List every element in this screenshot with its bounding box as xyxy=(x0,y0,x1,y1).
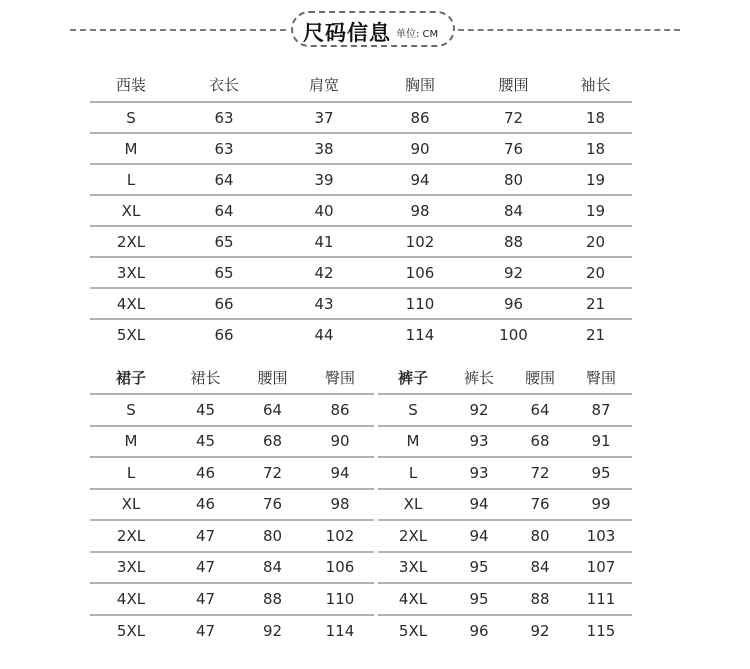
measurement-cell: 65 xyxy=(214,232,234,251)
table-row xyxy=(90,583,374,615)
measurement-cell: 68 xyxy=(530,432,550,451)
table-row xyxy=(90,615,374,647)
measurement-cell: 21 xyxy=(585,326,606,344)
size-cell: XL xyxy=(121,201,141,220)
suit-size-table xyxy=(90,68,632,350)
measurement-cell: 76 xyxy=(262,495,283,514)
size-cell: L xyxy=(126,170,136,189)
measurement-cell: 88 xyxy=(530,589,550,608)
size-cell: 4XL xyxy=(116,589,146,608)
size-cell: S xyxy=(126,108,136,127)
measurement-cell: 38 xyxy=(314,139,334,158)
measurement-cell: 87 xyxy=(591,400,611,419)
column-header: 胸围 xyxy=(404,76,435,94)
table-row xyxy=(90,102,632,133)
measurement-cell: 88 xyxy=(262,589,283,608)
table-row xyxy=(378,583,632,615)
measurement-cell: 115 xyxy=(586,621,616,640)
measurement-cell: 72 xyxy=(262,463,283,482)
size-cell: S xyxy=(126,400,136,419)
measurement-cell: 84 xyxy=(262,558,283,577)
table-row xyxy=(90,457,374,489)
measurement-cell: 94 xyxy=(410,170,430,189)
measurement-cell: 90 xyxy=(410,139,430,158)
measurement-cell: 100 xyxy=(499,326,528,344)
column-header: 衣长 xyxy=(208,76,239,94)
table-row xyxy=(378,426,632,458)
table-row xyxy=(90,489,374,521)
table-row xyxy=(378,615,632,647)
table-row xyxy=(90,164,632,195)
measurement-cell: 92 xyxy=(530,621,550,640)
size-cell: 3XL xyxy=(116,558,146,577)
table-row xyxy=(378,489,632,521)
table-row xyxy=(90,226,632,257)
table-row xyxy=(90,319,632,350)
column-header: 腰围 xyxy=(524,368,555,387)
column-header: 裤长 xyxy=(463,368,494,387)
size-cell: XL xyxy=(121,495,141,514)
measurement-cell: 63 xyxy=(214,108,234,127)
column-header: 肩宽 xyxy=(308,76,339,94)
column-header: 袖长 xyxy=(580,76,611,94)
measurement-cell: 47 xyxy=(195,526,216,545)
measurement-cell: 114 xyxy=(325,621,355,640)
size-cell: 5XL xyxy=(398,621,428,640)
measurement-cell: 65 xyxy=(214,263,234,282)
table-row xyxy=(90,133,632,164)
measurement-cell: 107 xyxy=(586,558,616,577)
table-header-row xyxy=(378,361,632,394)
measurement-cell: 18 xyxy=(585,139,606,158)
size-cell: 2XL xyxy=(116,526,146,545)
measurement-cell: 86 xyxy=(330,400,350,419)
measurement-cell: 99 xyxy=(591,495,611,514)
column-header: 腰围 xyxy=(498,76,529,94)
size-cell: XL xyxy=(403,495,423,514)
measurement-cell: 102 xyxy=(325,526,355,545)
measurement-cell: 95 xyxy=(469,589,489,608)
size-cell: 4XL xyxy=(398,589,428,608)
measurement-cell: 18 xyxy=(585,108,606,127)
measurement-cell: 47 xyxy=(195,589,216,608)
size-cell: M xyxy=(124,432,138,451)
measurement-cell: 20 xyxy=(585,263,606,282)
measurement-cell: 110 xyxy=(405,294,435,313)
measurement-cell: 64 xyxy=(262,400,283,419)
table-header-row xyxy=(90,361,374,394)
table-row xyxy=(90,520,374,552)
measurement-cell: 46 xyxy=(195,495,216,514)
measurement-cell: 94 xyxy=(330,463,350,482)
size-cell: 3XL xyxy=(398,558,428,577)
measurement-cell: 66 xyxy=(214,294,234,313)
measurement-cell: 64 xyxy=(530,400,550,419)
title-divider-right xyxy=(458,29,680,31)
table-row xyxy=(90,195,632,226)
size-cell: 5XL xyxy=(116,621,146,640)
measurement-cell: 37 xyxy=(314,108,334,127)
measurement-cell: 19 xyxy=(585,170,606,189)
size-cell: 4XL xyxy=(116,294,146,313)
table-row xyxy=(90,426,374,458)
measurement-cell: 76 xyxy=(503,139,524,158)
measurement-cell: 80 xyxy=(530,526,550,545)
measurement-cell: 45 xyxy=(195,432,216,451)
table-row xyxy=(378,552,632,584)
measurement-cell: 84 xyxy=(503,201,524,220)
measurement-cell: 94 xyxy=(469,526,489,545)
size-cell: 2XL xyxy=(116,232,146,251)
size-cell: L xyxy=(126,463,136,482)
measurement-cell: 96 xyxy=(469,621,489,640)
measurement-cell: 19 xyxy=(585,201,606,220)
measurement-cell: 95 xyxy=(591,463,611,482)
measurement-cell: 42 xyxy=(314,263,334,282)
column-header: 腰围 xyxy=(257,368,288,387)
measurement-cell: 93 xyxy=(469,432,489,451)
measurement-cell: 92 xyxy=(262,621,283,640)
measurement-cell: 111 xyxy=(586,589,616,608)
measurement-cell: 47 xyxy=(195,558,216,577)
measurement-cell: 63 xyxy=(214,139,234,158)
measurement-cell: 20 xyxy=(585,232,606,251)
column-header: 裙长 xyxy=(190,368,221,387)
table-title-cell: 裤子 xyxy=(397,368,428,387)
table-row xyxy=(378,394,632,426)
measurement-cell: 45 xyxy=(195,400,216,419)
pants-size-table xyxy=(378,361,632,646)
measurement-cell: 72 xyxy=(530,463,550,482)
table-row xyxy=(378,520,632,552)
title-divider-left xyxy=(70,29,286,31)
size-cell: S xyxy=(408,400,418,419)
measurement-cell: 84 xyxy=(530,558,550,577)
measurement-cell: 80 xyxy=(503,170,524,189)
measurement-cell: 92 xyxy=(503,263,524,282)
measurement-cell: 103 xyxy=(586,526,616,545)
measurement-cell: 88 xyxy=(503,232,524,251)
measurement-cell: 64 xyxy=(214,170,234,189)
measurement-cell: 95 xyxy=(469,558,489,577)
table-title-cell: 裙子 xyxy=(115,368,146,387)
measurement-cell: 98 xyxy=(330,495,350,514)
measurement-cell: 106 xyxy=(405,263,435,282)
page-title: 尺码信息 xyxy=(303,21,391,45)
measurement-cell: 90 xyxy=(330,432,350,451)
measurement-cell: 98 xyxy=(410,201,430,220)
column-header: 臀围 xyxy=(585,368,616,387)
measurement-cell: 41 xyxy=(314,232,334,251)
size-cell: M xyxy=(406,432,420,451)
measurement-cell: 91 xyxy=(591,432,611,451)
measurement-cell: 114 xyxy=(405,326,435,344)
table-header-row xyxy=(90,68,632,102)
measurement-cell: 64 xyxy=(214,201,234,220)
measurement-cell: 94 xyxy=(469,495,489,514)
table-row xyxy=(90,288,632,319)
size-cell: L xyxy=(408,463,418,482)
table-row xyxy=(90,257,632,288)
measurement-cell: 93 xyxy=(469,463,489,482)
measurement-cell: 40 xyxy=(314,201,334,220)
measurement-cell: 68 xyxy=(262,432,283,451)
column-header: 臀围 xyxy=(324,368,355,387)
table-title-cell: 西装 xyxy=(115,76,146,94)
measurement-cell: 21 xyxy=(585,294,606,313)
measurement-cell: 44 xyxy=(314,326,334,344)
measurement-cell: 80 xyxy=(262,526,283,545)
measurement-cell: 72 xyxy=(503,108,524,127)
size-cell: 5XL xyxy=(116,326,146,344)
measurement-cell: 110 xyxy=(325,589,355,608)
measurement-cell: 46 xyxy=(195,463,216,482)
measurement-cell: 86 xyxy=(410,108,430,127)
measurement-cell: 47 xyxy=(195,621,216,640)
size-cell: M xyxy=(124,139,138,158)
measurement-cell: 96 xyxy=(503,294,524,313)
size-cell: 2XL xyxy=(398,526,428,545)
measurement-cell: 92 xyxy=(469,400,489,419)
table-row xyxy=(90,394,374,426)
size-cell: 3XL xyxy=(116,263,146,282)
measurement-cell: 66 xyxy=(214,326,234,344)
measurement-cell: 39 xyxy=(314,170,334,189)
unit-label: 单位: CM xyxy=(396,29,439,40)
table-row xyxy=(90,552,374,584)
measurement-cell: 43 xyxy=(314,294,334,313)
measurement-cell: 76 xyxy=(530,495,550,514)
skirt-size-table xyxy=(90,361,374,646)
measurement-cell: 106 xyxy=(325,558,355,577)
table-row xyxy=(378,457,632,489)
measurement-cell: 102 xyxy=(405,232,435,251)
